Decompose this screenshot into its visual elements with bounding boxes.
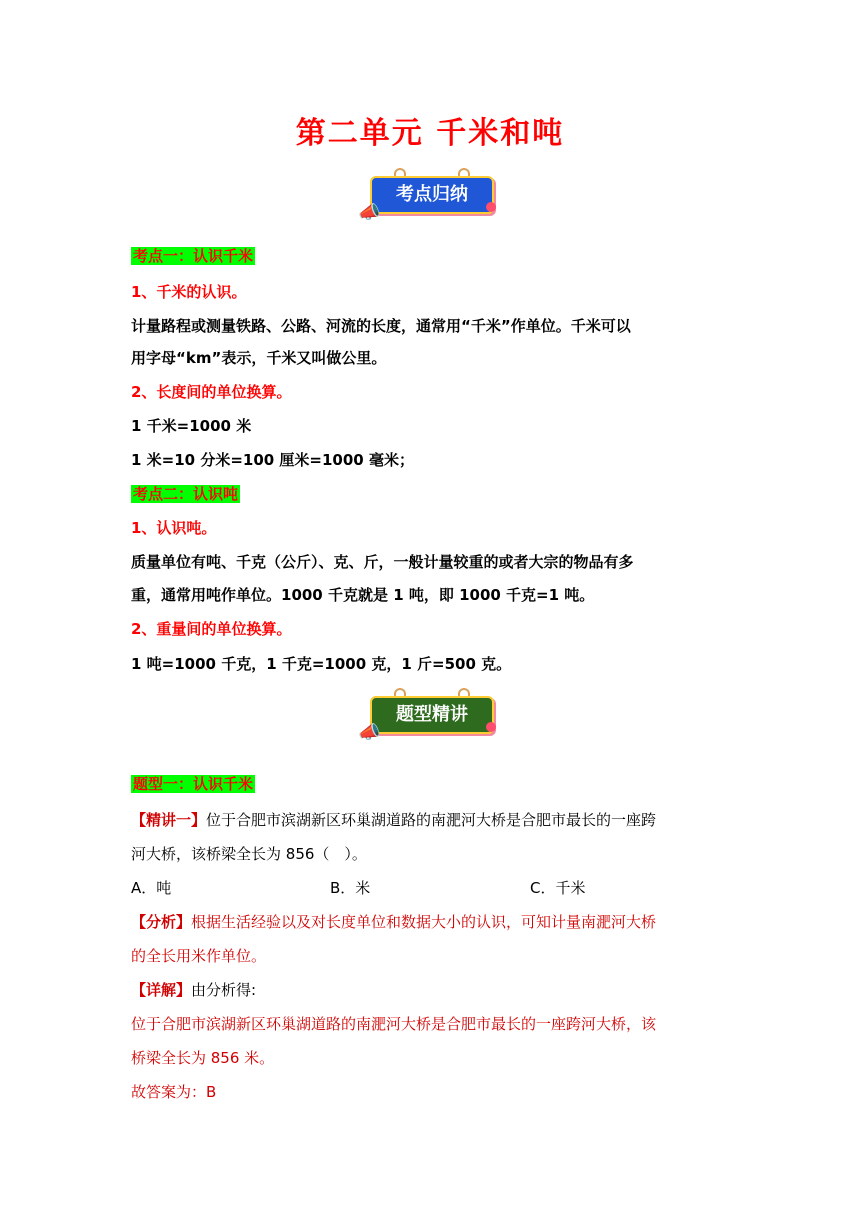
option-a: A．吨 — [131, 879, 172, 897]
analysis-tag: 【分析】 — [131, 913, 192, 931]
paragraph-line: 重，通常用吨作单位。1000 千克就是 1 吨，即 1000 千克=1 吨。 — [131, 586, 595, 604]
detail-line: 桥梁全长为 856 米。 — [131, 1049, 275, 1067]
analysis-text: 根据生活经验以及对长度单位和数据大小的认识，可知计量南淝河大桥 — [191, 913, 657, 931]
detail-intro: 由分析得: — [191, 981, 257, 999]
paragraph-line: 计量路程或测量铁路、公路、河流的长度，通常用“千米”作单位。千米可以 — [131, 317, 631, 335]
equation-line: 1 千米=1000 米 — [131, 417, 252, 435]
megaphone-icon: 📣 — [358, 722, 381, 743]
subheading: 2、长度间的单位换算。 — [131, 383, 292, 401]
highlighted-heading: 考点一：认识千米 — [133, 247, 254, 265]
banner-label: 考点归纳 — [370, 176, 494, 214]
banner-kaodian — [358, 168, 502, 224]
question-line: 河大桥，该桥梁全长为 856（ ）。 — [131, 845, 367, 863]
section-heading — [131, 246, 741, 266]
option-c: C．千米 — [530, 879, 586, 897]
section-heading — [131, 484, 741, 504]
heart-icon — [486, 202, 496, 212]
paragraph-line: 质量单位有吨、千克（公斤）、克、斤，一般计量较重的或者大宗的物品有多 — [131, 553, 634, 571]
subheading: 1、认识吨。 — [131, 519, 217, 537]
option-b: B．米 — [330, 879, 371, 897]
answer-line: 故答案为：B — [131, 1083, 217, 1101]
subheading: 2、重量间的单位换算。 — [131, 620, 292, 638]
question-text: 位于合肥市滨湖新区环巢湖道路的南淝河大桥是合肥市最长的一座跨 — [206, 811, 657, 829]
banner-label: 题型精讲 — [370, 696, 494, 734]
detail-line — [131, 980, 741, 1000]
subheading: 1、千米的认识。 — [131, 283, 247, 301]
heart-icon — [486, 722, 496, 732]
page-title: 第二单元 千米和吨 — [295, 116, 565, 151]
megaphone-icon: 📣 — [358, 202, 381, 223]
question-line — [131, 810, 741, 830]
analysis-line — [131, 912, 741, 932]
paragraph-line: 用字母“km”表示，千米又叫做公里。 — [131, 349, 387, 367]
analysis-line: 的全长用米作单位。 — [131, 947, 267, 965]
highlighted-heading: 题型一：认识千米 — [133, 775, 254, 793]
question-tag: 【精讲一】 — [131, 811, 207, 829]
section-heading — [131, 774, 741, 794]
equation-line: 1 吨=1000 千克，1 千克=1000 克，1 斤=500 克。 — [131, 655, 512, 673]
detail-tag: 【详解】 — [131, 981, 192, 999]
highlighted-heading: 考点二：认识吨 — [133, 485, 239, 503]
equation-line: 1 米=10 分米=100 厘米=1000 毫米； — [131, 451, 414, 469]
banner-tixing — [358, 688, 502, 744]
detail-line: 位于合肥市滨湖新区环巢湖道路的南淝河大桥是合肥市最长的一座跨河大桥，该 — [131, 1015, 657, 1033]
